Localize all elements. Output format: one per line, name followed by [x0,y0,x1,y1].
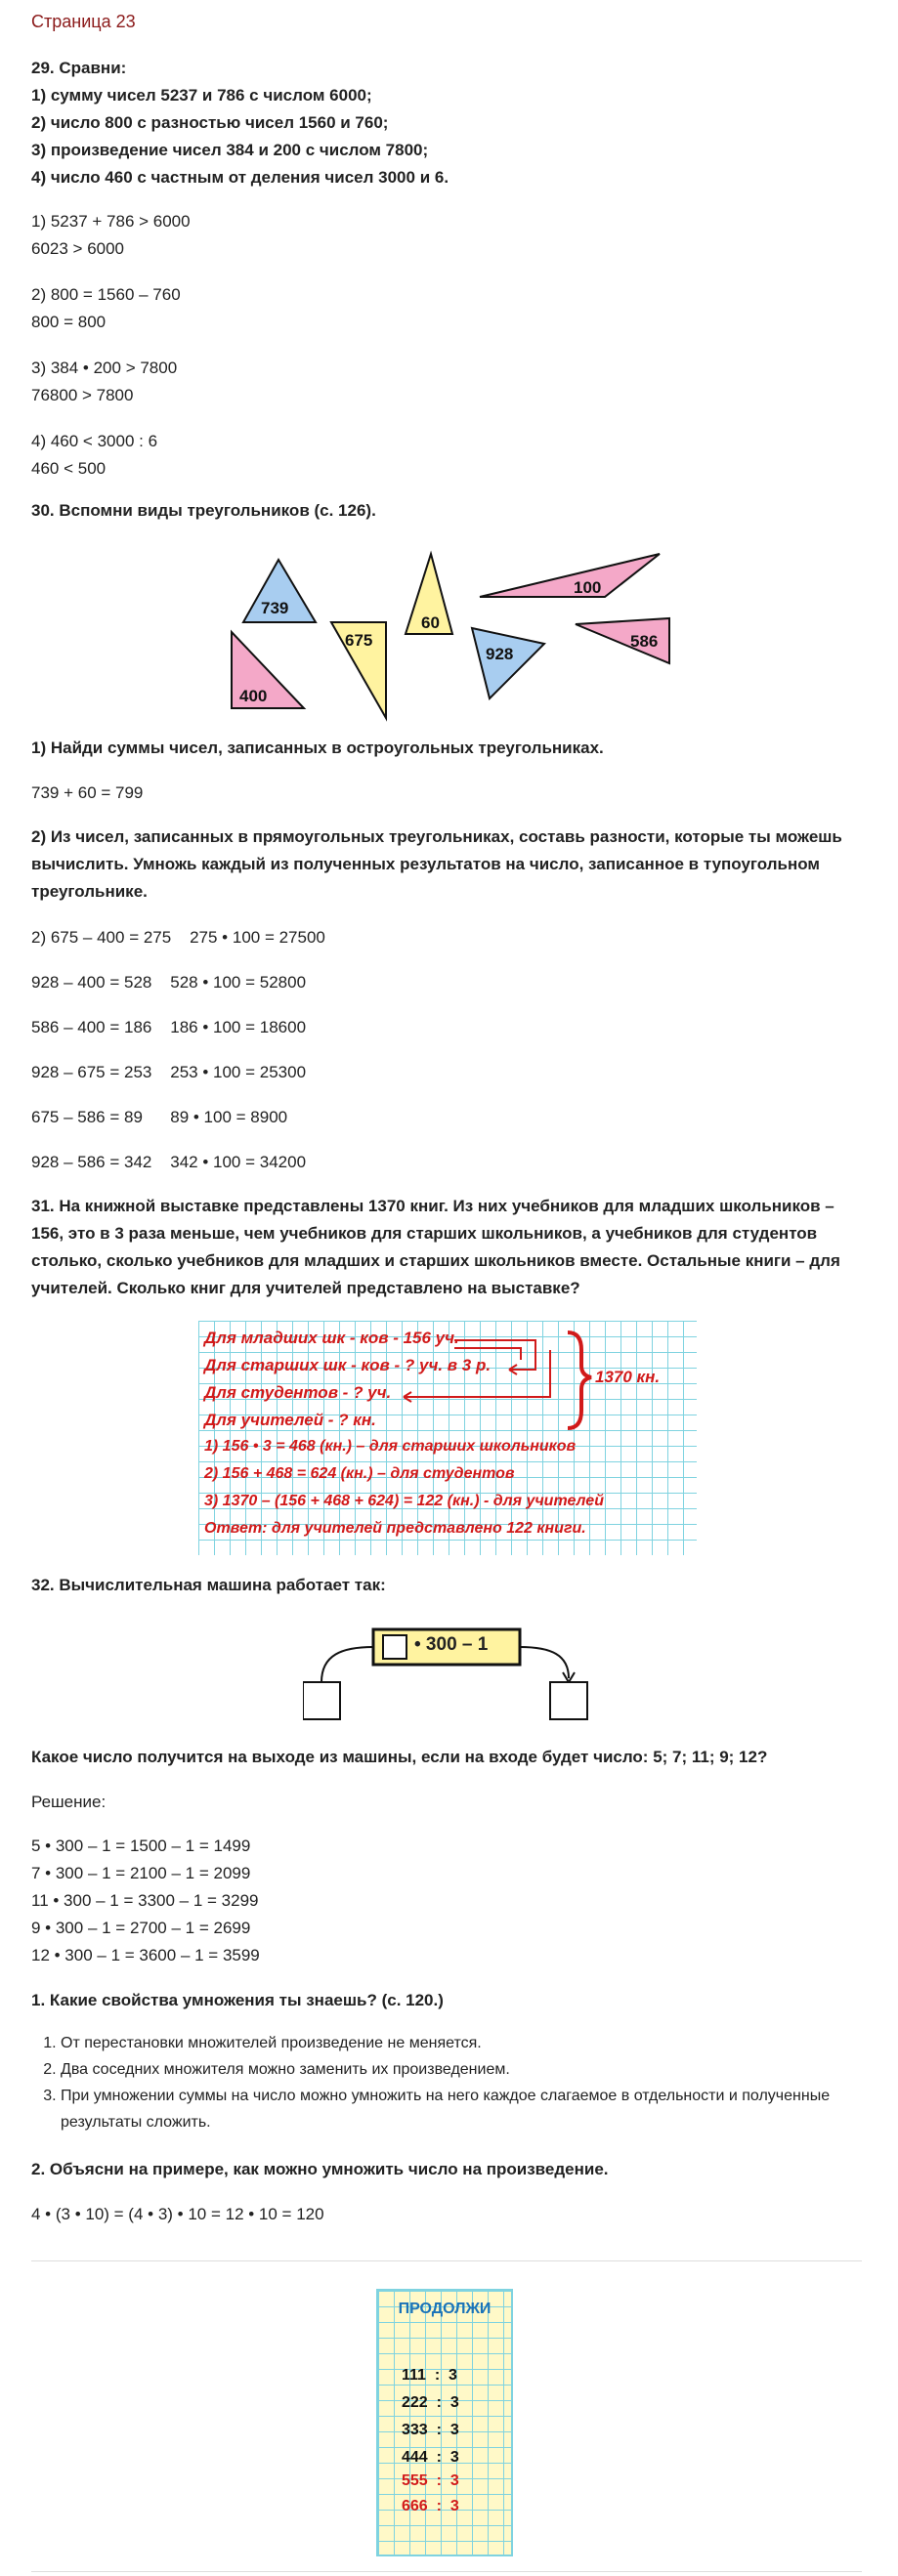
triangle-60-label: 60 [421,613,440,632]
triangle-100 [480,554,660,597]
note-line-2: Для старших шк - ков - ? уч. в 3 р. [204,1356,492,1374]
triangles-figure [220,542,679,723]
props-item-3: 3. При умножении суммы на число можно умножить на него каждое слагаемое в отдельности и полученные результаты сложить. [61,2083,862,2135]
note-line-8: Ответ: для учителей представлено 122 книги. [204,1520,586,1537]
divider-bottom [31,2571,862,2572]
task30-q1: 1) Найди суммы чисел, записанных в остроугольных треугольниках. [31,739,604,757]
task29-answer-3b: 76800 > 7800 [31,386,134,404]
triangle-100-label: 100 [574,578,602,597]
task30-q2: 2) Из чисел, записанных в прямоугольных треугольниках, составь разности, которые ты можешь вычислить. Умножь каждый из полученных результатов на число, записанное в тупоугольном треугольнике. [31,827,842,901]
machine-input-box [303,1682,340,1719]
task29-item-3: 3) произведение чисел 384 и 200 с числом 7800; [31,141,429,159]
task32-solution-3: 11 • 300 – 1 = 3300 – 1 = 3299 [31,1891,259,1910]
page-title: Страница 23 [31,12,136,31]
props-list [31,2030,862,2135]
task32-question: Какое число получится на выходе из машины, если на входе будет число: 5; 7; 11; 9; 12? [31,1748,768,1766]
task29-item-4: 4) число 460 с частным от деления чисел 3000 и 6. [31,168,449,187]
note-line-6: 2) 156 + 468 = 624 (кн.) – для студентов [204,1465,515,1482]
note-line-4: Для учителей - ? кн. [204,1411,376,1429]
task29-answer-2b: 800 = 800 [31,313,107,331]
task29-answer-1b: 6023 > 6000 [31,239,125,258]
task31-text: 31. На книжной выставке представлены 1370 книг. Из них учебников для младших школьников – 156, это в 3 раза меньше, чем учебников для старших школьников, а учебников для студентов столько, сколько учебников для младших и старших школьников вместе. Остальные книги – для учителей. Сколько книг для учителей представлено на выставке? [31,1197,840,1297]
note-line-7: 3) 1370 – (156 + 468 + 624) = 122 (кн.) - для учителей [204,1493,604,1509]
task30-a2-5: 675 – 586 = 89 89 • 100 = 8900 [31,1108,288,1126]
triangle-675-label: 675 [345,631,373,650]
task30-a2-3: 586 – 400 = 186 186 • 100 = 18600 [31,1018,307,1036]
task30-heading: 30. Вспомни виды треугольников (с. 126). [31,501,376,520]
task31-notebook [198,1321,697,1555]
task32-solution-1: 5 • 300 – 1 = 1500 – 1 = 1499 [31,1837,251,1855]
task32-heading: 32. Вычислительная машина работает так: [31,1576,386,1594]
continue-row-6: 666 : 3 [402,2498,459,2514]
machine-label: • 300 – 1 [414,1634,489,1655]
machine-output-box [550,1682,587,1719]
triangle-928-label: 928 [486,645,514,663]
task29-answer-3a: 3) 384 • 200 > 7800 [31,359,178,377]
continue-row-2: 222 : 3 [402,2394,459,2411]
divider-top [31,2260,862,2261]
note-line-1: Для младших шк - ков - 156 уч. [204,1329,459,1347]
triangle-586-label: 586 [630,632,659,651]
explain-heading: 2. Объясни на примере, как можно умножить число на произведение. [31,2160,609,2178]
continue-row-5: 555 : 3 [402,2472,459,2489]
machine-slot-box [383,1635,406,1659]
task29-answer-4a: 4) 460 < 3000 : 6 [31,432,158,450]
task30-a2-1: 2) 675 – 400 = 275 275 • 100 = 27500 [31,928,325,947]
note-line-3: Для студентов - ? уч. [204,1383,392,1402]
continue-card [376,2289,513,2556]
task29-answer-4b: 460 < 500 [31,459,107,478]
task29-heading: 29. Сравни: [31,59,127,77]
task30-a2-4: 928 – 675 = 253 253 • 100 = 25300 [31,1063,307,1081]
continue-row-3: 333 : 3 [402,2422,459,2438]
task32-solution-4: 9 • 300 – 1 = 2700 – 1 = 2699 [31,1919,251,1937]
note-line-5: 1) 156 • 3 = 468 (кн.) – для старших школьников [204,1438,577,1455]
task32-solution-2: 7 • 300 – 1 = 2100 – 1 = 2099 [31,1864,251,1882]
task29-answer-1a: 1) 5237 + 786 > 6000 [31,212,191,231]
task32-solution-5: 12 • 300 – 1 = 3600 – 1 = 3599 [31,1946,260,1964]
props-item-2: 2. Два соседних множителя можно заменить их произведением. [61,2056,862,2083]
explain-answer: 4 • (3 • 10) = (4 • 3) • 10 = 12 • 10 = 120 [31,2205,324,2223]
triangle-739-label: 739 [261,599,289,617]
props-item-1: 1. От перестановки множителей произведение не меняется. [61,2030,862,2056]
triangle-400-label: 400 [239,687,268,705]
task30-a2-2: 928 – 400 = 528 528 • 100 = 52800 [31,973,307,992]
task29-item-1: 1) сумму чисел 5237 и 786 с числом 6000; [31,86,372,105]
task32-solution-label: Решение: [31,1793,107,1811]
continue-card-title: ПРОДОЛЖИ [398,2301,492,2317]
note-brace-label: 1370 кн. [595,1368,661,1386]
continue-row-4: 444 : 3 [402,2449,459,2466]
task29-answer-2a: 2) 800 = 1560 – 760 [31,285,181,304]
triangle-928 [472,628,544,698]
task29-item-2: 2) число 800 с разностью чисел 1560 и 760; [31,113,389,132]
task30-a2-6: 928 – 586 = 342 342 • 100 = 34200 [31,1153,307,1171]
continue-row-1: 111 : 3 [402,2367,457,2384]
props-heading: 1. Какие свойства умножения ты знаешь? (с. 120.) [31,1991,444,2009]
task30-a1: 739 + 60 = 799 [31,783,144,802]
